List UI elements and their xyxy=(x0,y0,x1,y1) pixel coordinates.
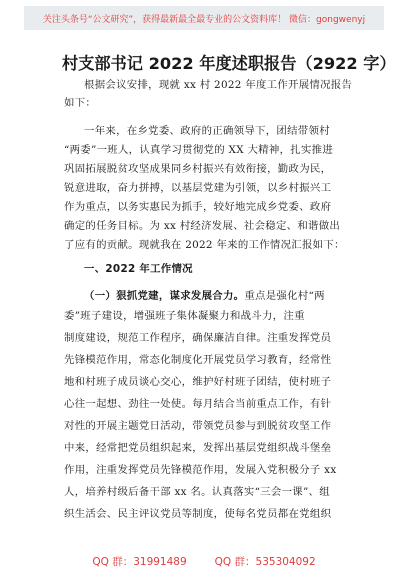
qq-group-1: QQ 群：31991489 xyxy=(92,556,187,568)
paragraph-line: 作为重点，以务实惠民为抓手，较好地完成乡党委、政府 xyxy=(64,201,332,213)
paragraph-line: 巩固拓展脱贫攻坚成果同乡村振兴有效衔接，勤政为民， xyxy=(64,163,332,175)
subsection-text: 重点是强化村“两 xyxy=(244,290,325,302)
paragraph-line: 如下： xyxy=(64,97,97,109)
paragraph-line: 了应有的贡献。现就我在 2022 年来的工作情况汇报如下： xyxy=(64,239,345,251)
subsection-heading: （一）狠抓党建，谋求发展合力。 xyxy=(84,290,245,302)
paragraph-line: 人，培养村级后备干部 xx 名。认真落实“三会一课”、组 xyxy=(64,486,330,498)
paragraph-line: 锐意进取，奋力拼搏，以基层党建为引领，以乡村振兴工 xyxy=(64,182,332,194)
banner-text: 关注头条号“公文研究”，获得最新最全最专业的公文资料库！ 微信：gongwenyj xyxy=(42,14,366,25)
paragraph-line: 确定的任务目标。为 xx 村经济发展、社会稳定、和谐做出 xyxy=(64,220,341,232)
paragraph-line: “两委”一班人，认真学习贯彻党的 XX 大精神，扎实推进 xyxy=(64,144,334,156)
paragraph-line: 委”班子建设，增强班子集体凝聚力和战斗力，注重 xyxy=(64,310,305,322)
paragraph-line: 地和村班子成员谈心交心，维护好村班子团结，使村班子 xyxy=(64,376,332,388)
paragraph-line: 制度建设，规范工作程序，确保廉洁自律。注重发挥党员 xyxy=(64,332,332,344)
paragraph-line: 一年来，在乡党委、政府的正确领导下，团结带领村 xyxy=(84,125,330,137)
paragraph-line: 先锋模范作用，常态化制度化开展党员学习教育，经常性 xyxy=(64,354,332,366)
document-title: 村支部书记 2022 年度述职报告（2922 字） xyxy=(62,54,396,73)
paragraph-line: 中来，经常把党员组织起来，发挥出基层党组织战斗堡垒 xyxy=(64,442,332,454)
watermark-banner xyxy=(24,6,384,30)
qq-group-2: QQ 群：535304092 xyxy=(214,556,316,568)
footer-contact xyxy=(0,554,408,569)
paragraph-line: 织生活会、民主评议党员等制度，使每名党员都在党组织 xyxy=(64,508,332,520)
paragraph-line: 根据会议安排，现就 xx 村 2022 年度工作开展情况报告 xyxy=(84,79,353,91)
paragraph-line: 作用，注重发挥党员先锋模范作用，发展入党积极分子 xx xyxy=(64,464,337,476)
paragraph-line xyxy=(84,289,325,303)
paragraph-line: 对性的开展主题党日活动，带领党员参与到脱贫攻坚工作 xyxy=(64,420,332,432)
section-heading: 一、2022 年工作情况 xyxy=(84,263,193,275)
paragraph-line: 心往一起想、劲往一处使。每月结合当前重点工作，有针 xyxy=(64,398,332,410)
